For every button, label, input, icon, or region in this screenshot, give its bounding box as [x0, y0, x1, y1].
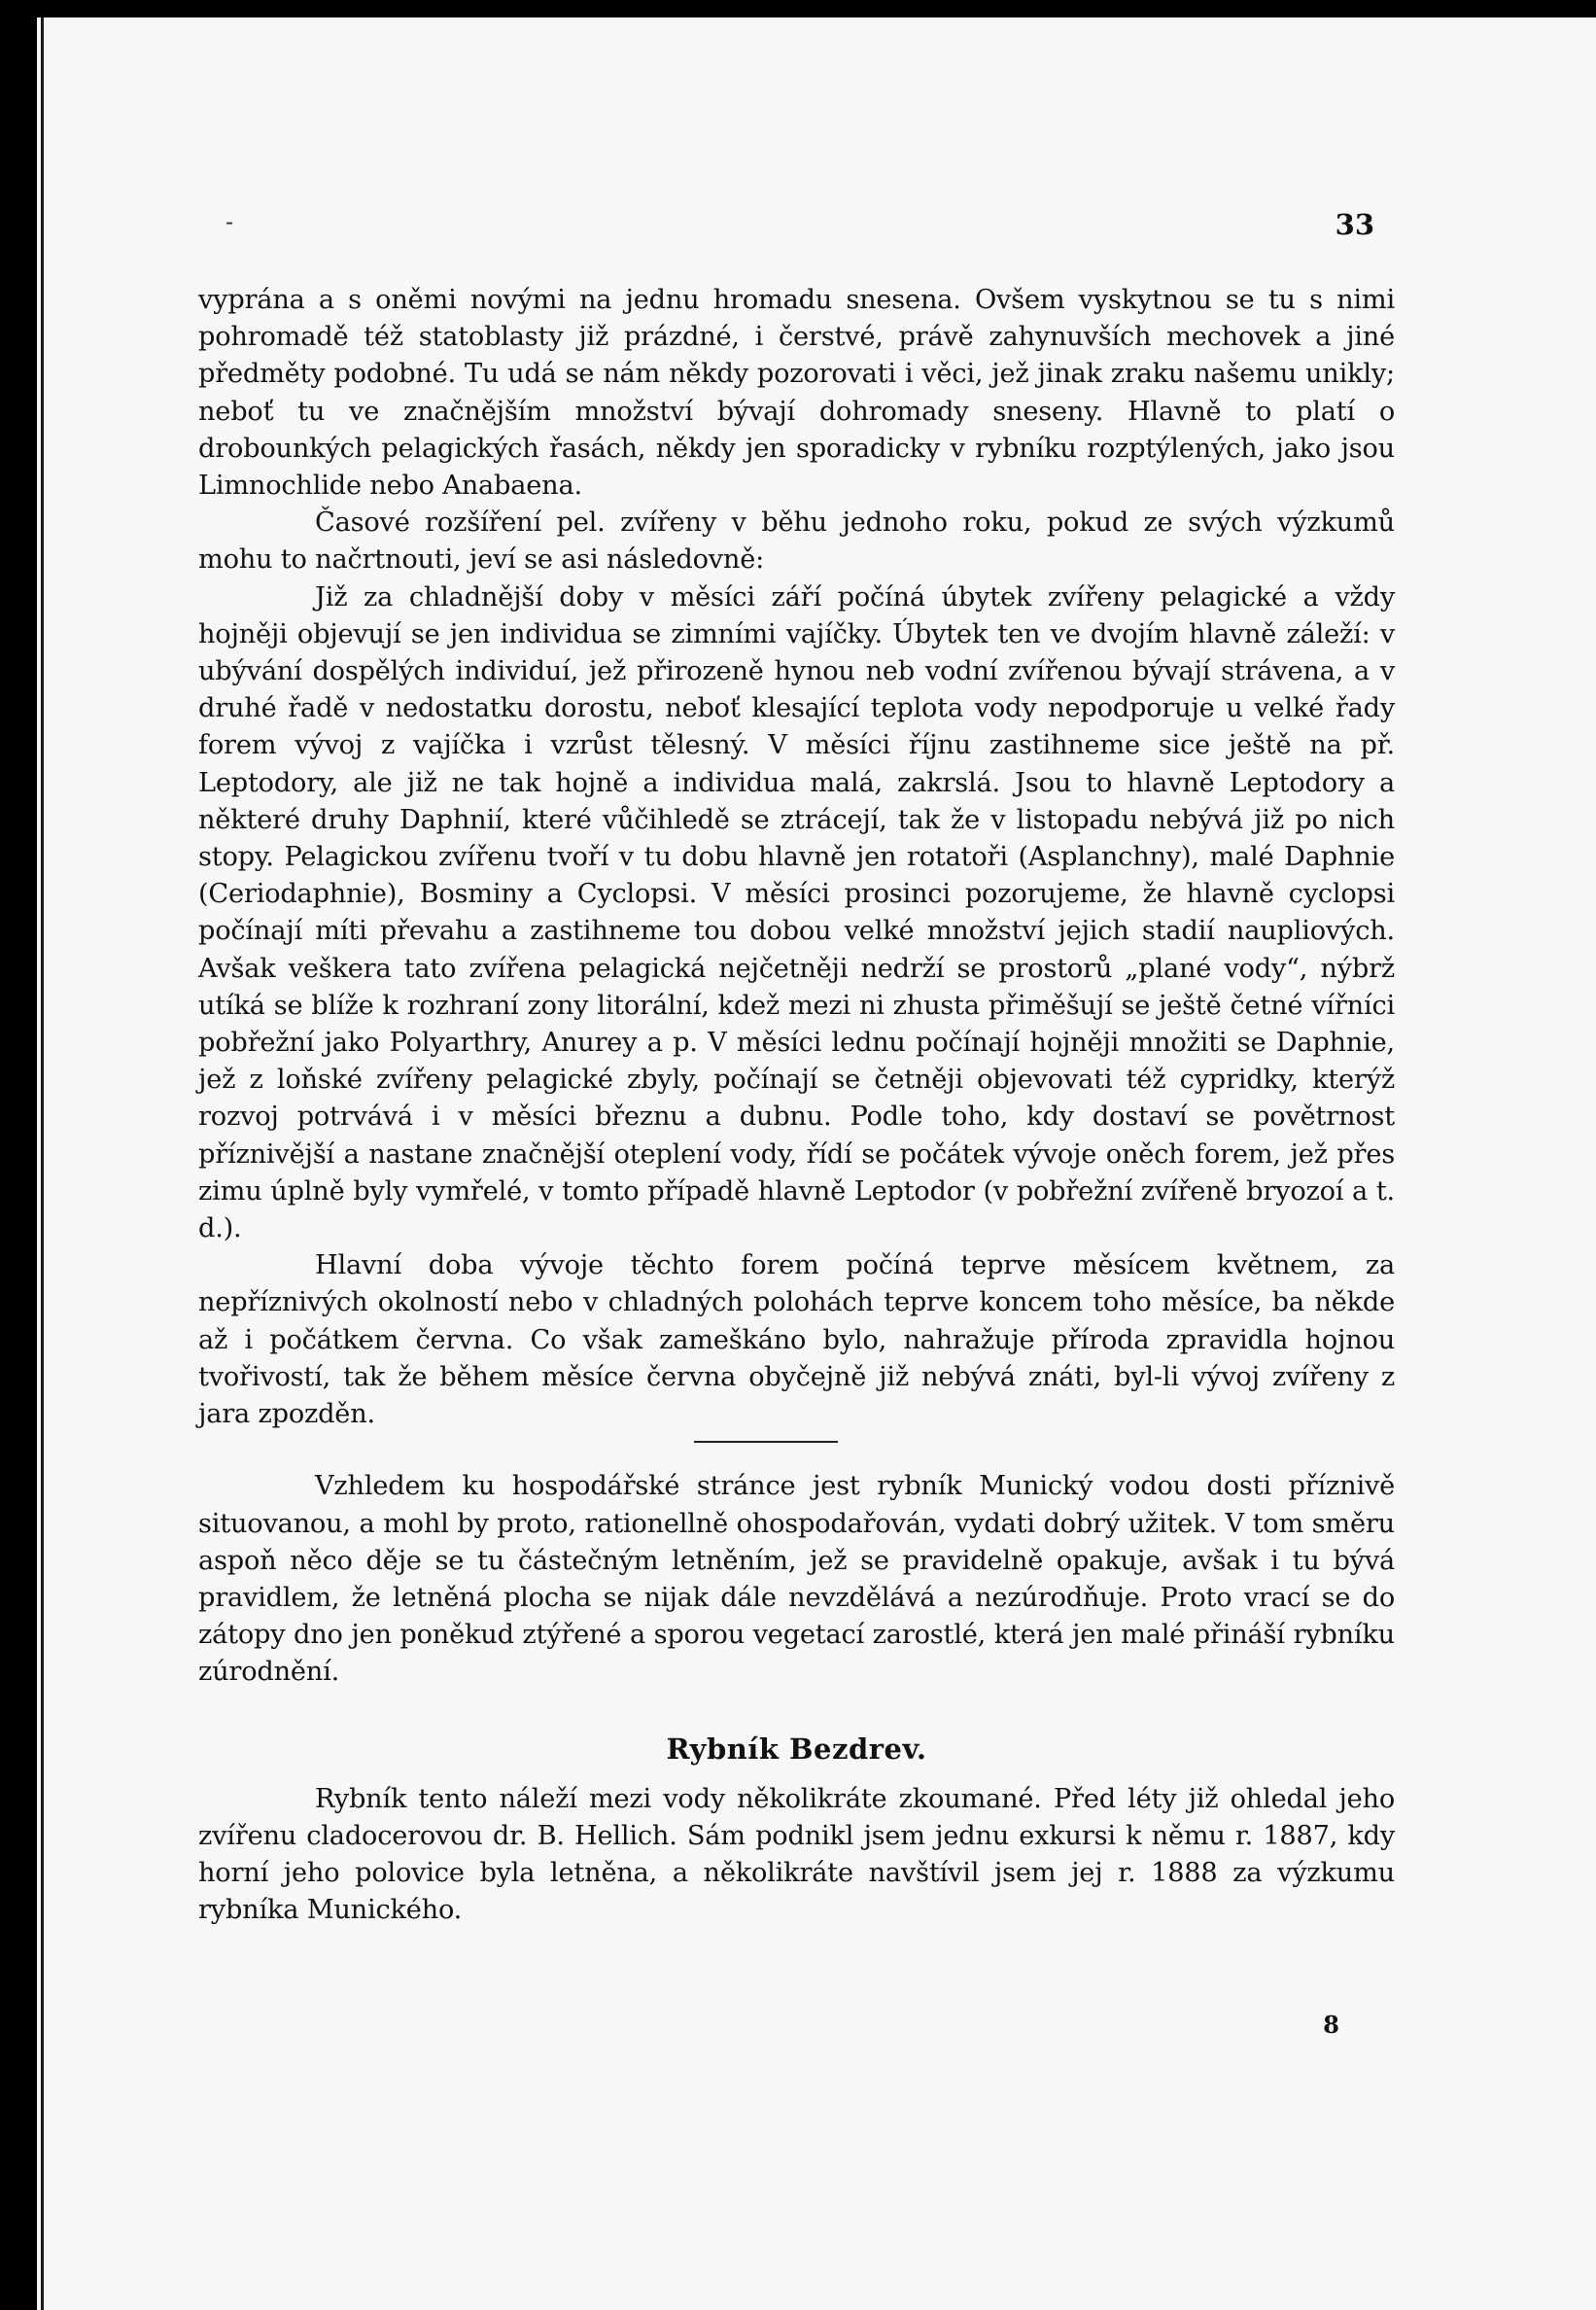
section-heading: Rybník Bezdrev.	[666, 1732, 927, 1766]
body-text	[198, 282, 1395, 1930]
printer-signature: 8	[1323, 2011, 1339, 2039]
paragraph-economic: Vzhledem ku hospodářské stránce jest rybník Munický vodou dosti příznivě situovanou, a mohl by proto, rationellně ohospodařován, vydati dobrý užitek. V tom směru aspoň něco děje se tu částečným letněním, jež se pravidelně opakuje, avšak i tu bývá pravidlem, že letněná plocha se nijak dále nevzdělává a nezúrodňuje. Proto vrací se do zátopy dno jen poněkud ztýřené a sporou vegetací zarostlé, která jen malé přináší rybníku zúrodnění.	[198, 1471, 1395, 1688]
paragraph-main-season: Hlavní doba vývoje těchto forem počíná teprve měsícem květnem, za nepříznivých okolností nebo v chladných polohách teprve koncem toho měsíce, ba někde až i počátkem června. Co však zameškáno bylo, nahražuje příroda zpravidla hojnou tvořivostí, tak že během měsíce června obyčejně již nebývá znáti, byl-li vývoj zvířeny z jara zpozděn.	[198, 1250, 1395, 1430]
section-divider	[694, 1441, 838, 1443]
book-page	[37, 18, 1596, 2310]
paragraph-bezdrev: Rybník tento náleží mezi vody několikráte zkoumané. Před léty již ohledal jeho zvířenu cladocerovou dr. B. Hellich. Sám podnikl jsem jednu exkursi k němu r. 1887, kdy horní jeho polovice byla letněna, a několikráte navštívil jsem jej r. 1888 za výzkumu rybníka Munického.	[198, 1783, 1395, 1926]
paragraph-seasonal-decline: Již za chladnější doby v měsíci září počíná úbytek zvířeny pelagické a vždy hojněji objevují se jen individua se zimními vajíčky. Úbytek ten ve dvojím hlavně záleží: v ubývání dospělých individuí, jež přirozeně hynou neb vodní zvířenou bývají strávena, a v druhé řadě v nedostatku dorostu, neboť klesající teplota vody nepodporuje u velké řady forem vývoj z vajíčka i vzrůst tělesný. V měsíci říjnu zastihneme sice ještě na př. Leptodory, ale již ne tak hojně a individua malá, zakrslá. Jsou to hlavně Leptodory a některé druhy Daphnií, které vůčihledě se ztrácejí, tak že v listopadu nebývá již po nich stopy. Pelagickou zvířenu tvoří v tu dobu hlavně jen rotatoři (Asplanchny), malé Daphnie (Ceriodaphnie), Bosminy a Cyclopsi. V měsíci prosinci pozorujeme, že hlavně cyclopsi počínají míti převahu a zastihneme tou dobou velké množství jejich stadií naupliových. Avšak veškera tato zvířena pelagická nejčetněji nedrží se prostorů „plané vody“, nýbrž utíká se blíže k rozhraní zony litorální, kdež mezi ni zhusta přiměšují se ještě četné vířníci pobřežní jako Polyarthry, Anurey a p. V měsíci lednu počínají hojněji množiti se Daphnie, jež z loňské zvířeny pelagické zbyly, počínají se četněji objevovati též cypridky, kterýž rozvoj potrvává i v měsíci březnu a dubnu. Podle toho, kdy dostaví se povětrnost příznivější a nastane značnější oteplení vody, řídí se počátek vývoje oněch forem, jež přes zimu úplně byly vymřelé, v tomto případě hlavně Leptodor (v pobřežní zvířeně bryozoí a t. d.).	[198, 581, 1395, 1244]
page-edge-line	[41, 18, 44, 2310]
paragraph-seasonal-intro: Časové rozšíření pel. zvířeny v běhu jednoho roku, pokud ze svých výzkumů mohu to načrtnouti, jeví se asi následovně:	[198, 508, 1395, 576]
page-number: 33	[1335, 208, 1374, 241]
page-mark: -	[226, 208, 234, 235]
paragraph-continued: vyprána a s oněmi novými na jednu hromadu snesena. Ovšem vyskytnou se tu s nimi pohromadě též statoblasty již prázdné, i čerstvé, právě zahynuvších mechovek a jiné předměty podobné. Tu udá se nám někdy pozorovati i věci, jež jinak zraku našemu unikly; neboť tu ve značnějším množství bývají dohromady sneseny. Hlavně to platí o drobounkých pelagických řasách, někdy jen sporadicky v rybníku rozptýlených, jako jsou Limnochlide nebo Anabaena.	[198, 285, 1395, 502]
